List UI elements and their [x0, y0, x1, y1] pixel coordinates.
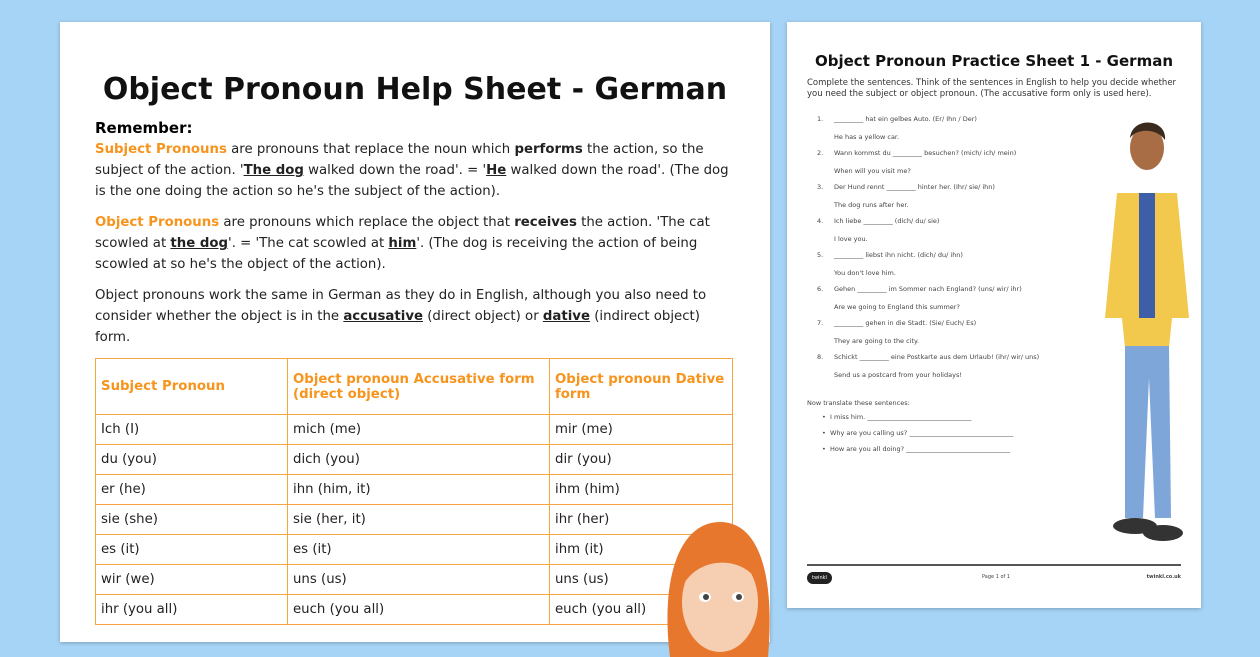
table-cell: sie (she) — [96, 505, 288, 535]
remember-heading: Remember: — [95, 119, 193, 137]
table-cell: ihm (it) — [550, 535, 733, 565]
table-header: Subject Pronoun — [96, 359, 288, 415]
table-header: Object pronoun Dative form — [550, 359, 733, 415]
english-translation: Send us a postcard from your holidays! — [834, 371, 962, 379]
table-cell: uns (us) — [288, 565, 550, 595]
translate-heading: Now translate these sentences: — [807, 399, 910, 407]
table-cell: ihr (her) — [550, 505, 733, 535]
list-item: • How are you all doing? ________________________________ — [822, 445, 1011, 453]
german-sentence: Ich liebe _________ (dich/ du/ sie) — [834, 217, 940, 225]
item-number: 5. — [817, 251, 824, 259]
item-number: 7. — [817, 319, 824, 327]
table-row — [96, 535, 733, 565]
list-item: • I miss him. ________________________________ — [822, 413, 972, 421]
english-translation: I love you. — [834, 235, 868, 243]
english-translation: The dog runs after her. — [834, 201, 909, 209]
instructions: Complete the sentences. Think of the sentences in English to help you decide whether you need the subject or object pronoun. (The accusative form only is used here). — [807, 78, 1177, 99]
page-footer — [807, 564, 1181, 594]
help-sheet — [60, 22, 770, 642]
pronoun-table — [95, 358, 733, 625]
german-sentence: _________ hat ein gelbes Auto. (Er/ Ihn / Der) — [834, 115, 977, 123]
table-cell: ihr (you all) — [96, 595, 288, 625]
table-cell: mich (me) — [288, 415, 550, 445]
table-cell: ihm (him) — [550, 475, 733, 505]
german-sentence: Gehen _________ im Sommer nach England? (uns/ wir/ ihr) — [834, 285, 1022, 293]
table-cell: es (it) — [96, 535, 288, 565]
table-row — [96, 565, 733, 595]
table-cell: dich (you) — [288, 445, 550, 475]
table-row — [96, 505, 733, 535]
german-sentence: Schickt _________ eine Postkarte aus dem Urlaub! (ihr/ wir/ uns) — [834, 353, 1040, 361]
item-number: 6. — [817, 285, 824, 293]
table-cell: euch (you all) — [550, 595, 733, 625]
man-illustration — [1097, 118, 1197, 558]
german-sentence: _________ gehen in die Stadt. (Sie/ Euch/ Es) — [834, 319, 977, 327]
table-cell: uns (us) — [550, 565, 733, 595]
table-cell: ihn (him, it) — [288, 475, 550, 505]
table-row — [96, 475, 733, 505]
german-sentence: _________ liebst ihn nicht. (dich/ du/ ihn) — [834, 251, 963, 259]
table-row — [96, 595, 733, 625]
table-header: Object pronoun Accusative form (direct object) — [288, 359, 550, 415]
twinkl-logo: twinkl — [807, 572, 832, 584]
table-cell: es (it) — [288, 535, 550, 565]
table-cell: er (he) — [96, 475, 288, 505]
table-cell: mir (me) — [550, 415, 733, 445]
item-number: 2. — [817, 149, 824, 157]
table-header-row — [96, 359, 733, 415]
german-paragraph: Object pronouns work the same in German as they do in English, although you also need to consider whether the object is in the accusative (direct object) or dative (indirect object) form. — [95, 288, 707, 345]
table-cell: wir (we) — [96, 565, 288, 595]
page-number: Page 1 of 1 — [982, 574, 1011, 580]
english-translation: They are going to the city. — [834, 337, 920, 345]
table-cell: sie (her, it) — [288, 505, 550, 535]
practice-sheet — [787, 22, 1201, 608]
item-number: 4. — [817, 217, 824, 225]
english-translation: When will you visit me? — [834, 167, 911, 175]
list-item: • Why are you calling us? ________________________________ — [822, 429, 1014, 437]
table-row — [96, 415, 733, 445]
table-cell: euch (you all) — [288, 595, 550, 625]
german-sentence: Wann kommst du _________ besuchen? (mich/ ich/ mein) — [834, 149, 1017, 157]
item-number: 3. — [817, 183, 824, 191]
girl-illustration — [660, 517, 770, 657]
item-number: 1. — [817, 115, 824, 123]
german-sentence: Der Hund rennt _________ hinter her. (Ihr/ sie/ ihn) — [834, 183, 995, 191]
table-cell: dir (you) — [550, 445, 733, 475]
item-number: 8. — [817, 353, 824, 361]
page-title: Object Pronoun Help Sheet - German — [102, 72, 728, 107]
table-cell: Ich (I) — [96, 415, 288, 445]
table-row — [96, 445, 733, 475]
subject-pronoun-paragraph: Subject Pronouns are pronouns that replace the noun which performs the action, so the subject of the action. 'The dog walked down the road'. = 'He walked down the road'. (The dog is the one doing the action so he's the subject of the action). — [95, 142, 729, 199]
object-pronoun-paragraph: Object Pronouns are pronouns which replace the object that receives the action. 'The cat scowled at the dog'. = 'The cat scowled at him'. (The dog is receiving the action of being scowled at so he's the object of the action). — [95, 215, 710, 272]
english-translation: You don't love him. — [834, 269, 896, 277]
site-url: twinkl.co.uk — [1146, 574, 1181, 580]
practice-title: Object Pronoun Practice Sheet 1 - German — [815, 52, 1173, 70]
table-cell: du (you) — [96, 445, 288, 475]
english-translation: He has a yellow car. — [834, 133, 900, 141]
english-translation: Are we going to England this summer? — [834, 303, 960, 311]
